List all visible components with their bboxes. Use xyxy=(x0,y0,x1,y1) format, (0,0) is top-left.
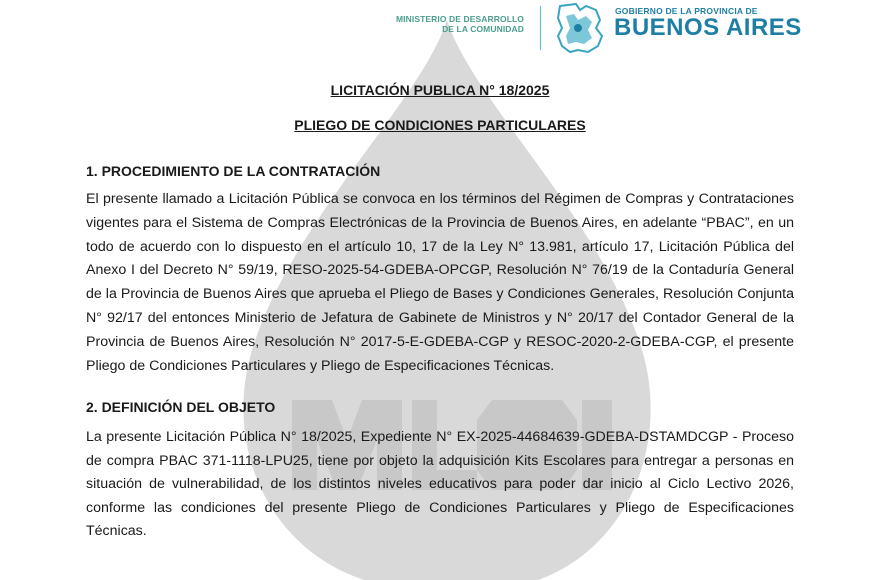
document-body xyxy=(86,78,794,544)
section-paragraph: La presente Licitación Pública N° 18/2025, Expediente N° EX-2025-44684639-GDEBA-DSTAMDCGP - Proceso de compra PBAC 371-1118-LPU25, tiene por objeto la adquisición Kits Escolares para entregar a personas en situación de vulnerabilidad, de los distintos niveles educativos para poder dar inicio al Ciclo Lectivo 2026, conforme las condiciones del presente Pliego de Condiciones Particulares y Pliego de Especificaciones Técnicas. xyxy=(86,429,794,540)
ministry-label xyxy=(396,14,524,34)
ministry-line-2: DE LA COMUNIDAD xyxy=(442,24,524,34)
page-header xyxy=(0,0,880,60)
header-divider xyxy=(540,6,541,50)
section-heading: 1. PROCEDIMIENTO DE LA CONTRATACIÓN xyxy=(86,163,381,179)
ministry-line-1: MINISTERIO DE DESARROLLO xyxy=(395,14,524,24)
section-paragraph: El presente llamado a Licitación Pública se convoca en los términos del Régimen de Compras y Contrataciones vigentes para el Sistema de Compras Electrónicas de la Provincia de Buenos Aires, en adelante “PBAC”, en un todo de acuerdo con lo dispuesto en el artículo 10, 17 de la Ley N° 13.981, artículo 17, Licitación Pública del Anexo I del Decreto N° 59/19, RESO-2025-54-GDEBA-OPCGP, Resolución N° 76/19 de la Contaduría General de la Provincia de Buenos Aires que aprueba el Pliego de Bases y Condiciones Generales, Resolución Conjunta N° 92/17 del entonces Ministerio de Jefatura de Gabinete de Ministros y N° 20/17 del Contador General de la Provincia de Buenos Aires, Resolución N° 2017-5-E-GDEBA-CGP y RESOC-2020-2-GDEBA-CGP, el presente Pliego de Condiciones Particulares y Pliego de Especificaciones Técnicas. xyxy=(86,191,794,374)
gobierno-label: GOBIERNO DE LA PROVINCIA DE xyxy=(615,6,758,16)
provincia-logo-icon xyxy=(556,2,604,54)
section-heading: 2. DEFINICIÓN DEL OBJETO xyxy=(86,399,276,416)
document-title: LICITACIÓN PUBLICA N° 18/2025 xyxy=(330,82,550,98)
buenos-aires-logo-text: BUENOS AIRES xyxy=(614,14,802,41)
document-subtitle: PLIEGO DE CONDICIONES PARTICULARES xyxy=(294,117,586,133)
